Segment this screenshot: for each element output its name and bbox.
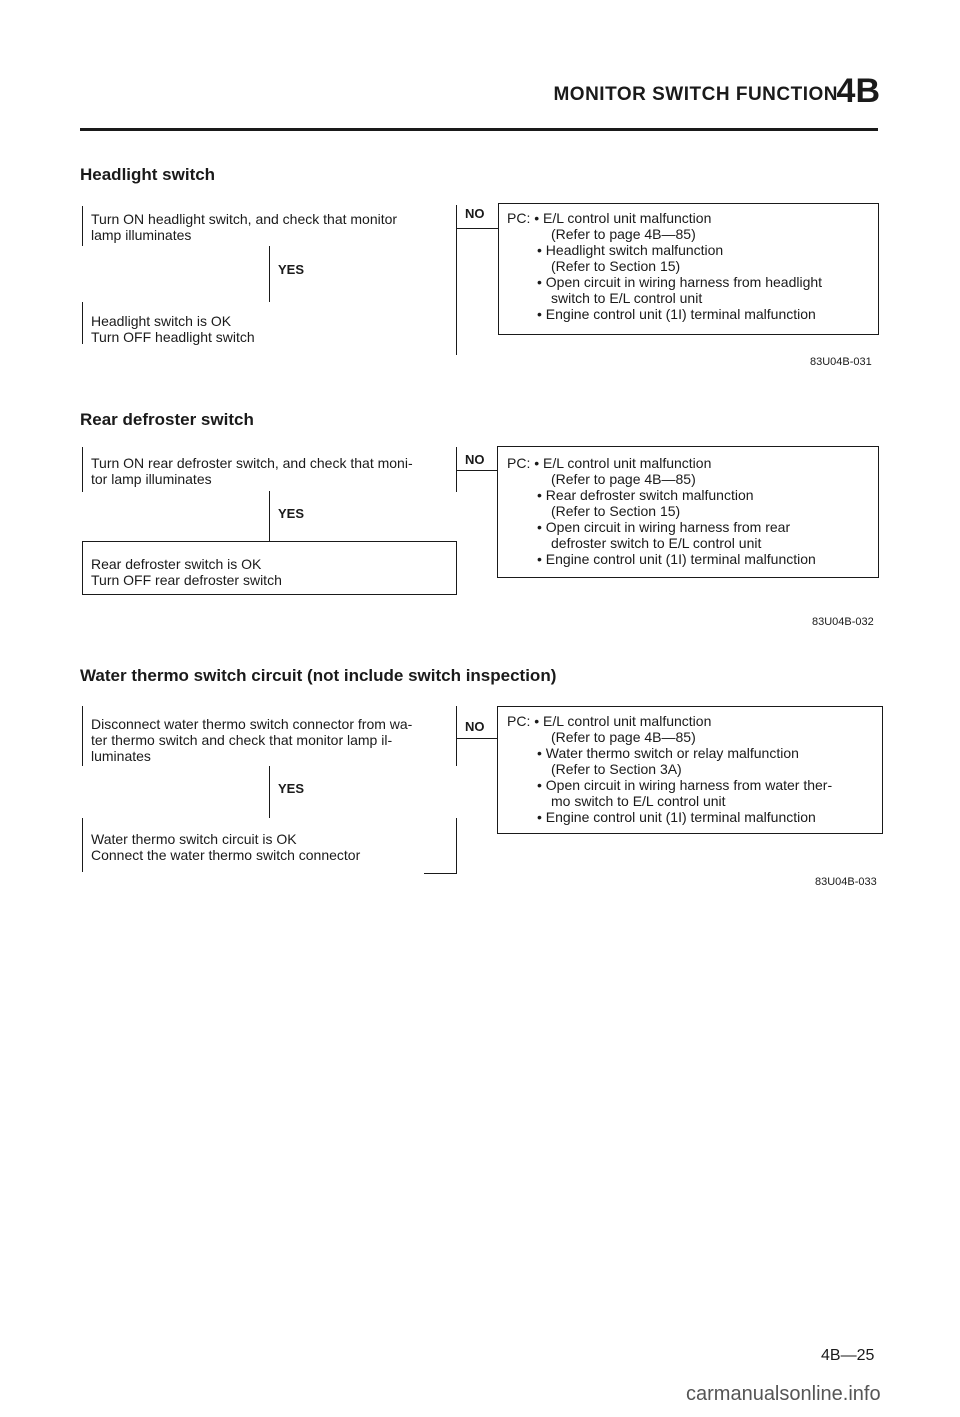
no-arrow [456,738,498,739]
ok-right-bracket [456,818,457,874]
header-rule [80,128,878,131]
page-number: 4B—25 [821,1347,875,1364]
step-text: Disconnect water thermo switch connector from wa- ter thermo switch and check that monitor lamp il- luminates [91,716,413,764]
ok-text: Headlight switch is OK Turn OFF headlight switch [91,313,255,345]
pc-text: PC: • E/L control unit malfunction (Refer to page 4B—85) • Headlight switch malfunction (Refer to Section 15) • Open circuit in wiring harness from headlight switch to E/L control unit • Engine control unit (1I) terminal malfunction [507,210,823,322]
page-header-section: 4B [836,72,880,110]
no-arrow [456,470,498,471]
ok-text: Rear defroster switch is OK Turn OFF rear defroster switch [91,556,282,588]
pc-text: PC: • E/L control unit malfunction (Refer to page 4B—85) • Water thermo switch or relay malfunction (Refer to Section 3A) • Open circuit in wiring harness from water ther- mo switch to E/L control unit • Engine control unit (1I) terminal malfunction [507,713,833,825]
ok-bracket [82,818,83,872]
yes-arrow [269,246,270,302]
section-title-headlight: Headlight switch [80,165,216,184]
ok-bracket-foot [424,873,457,874]
figure-code: 83U04B-033 [815,876,877,888]
no-connector-line [456,706,457,766]
yes-arrow [269,491,270,541]
no-label: NO [465,452,485,467]
step-text: Turn ON headlight switch, and check that monitor lamp illuminates [91,211,398,243]
footer-watermark: carmanualsonline.info [686,1383,881,1405]
section-title-water-thermo: Water thermo switch circuit (not include switch inspection) [80,666,557,685]
figure-code: 83U04B-032 [812,616,874,628]
no-label: NO [465,719,485,734]
pc-text: PC: • E/L control unit malfunction (Refer to page 4B—85) • Rear defroster switch malfunction (Refer to Section 15) • Open circuit in wiring harness from rear defroster switch to E/L control unit • Engine control unit (1I) terminal malfunction [507,455,816,567]
yes-label: YES [278,781,305,796]
yes-label: YES [278,506,305,521]
ok-bracket [82,302,83,344]
yes-arrow [269,766,270,818]
figure-code: 83U04B-031 [810,356,872,368]
yes-label: YES [278,262,305,277]
ok-text: Water thermo switch circuit is OK Connect the water thermo switch connector [91,831,361,863]
step-bracket [82,206,83,246]
no-arrow [456,228,498,229]
section-title-rear-defroster: Rear defroster switch [80,410,254,429]
no-label: NO [465,206,485,221]
step-bracket [82,706,83,766]
step-bracket [82,447,83,492]
step-text: Turn ON rear defroster switch, and check that moni- tor lamp illuminates [91,455,413,487]
page-header-title: MONITOR SWITCH FUNCTION [553,84,838,105]
